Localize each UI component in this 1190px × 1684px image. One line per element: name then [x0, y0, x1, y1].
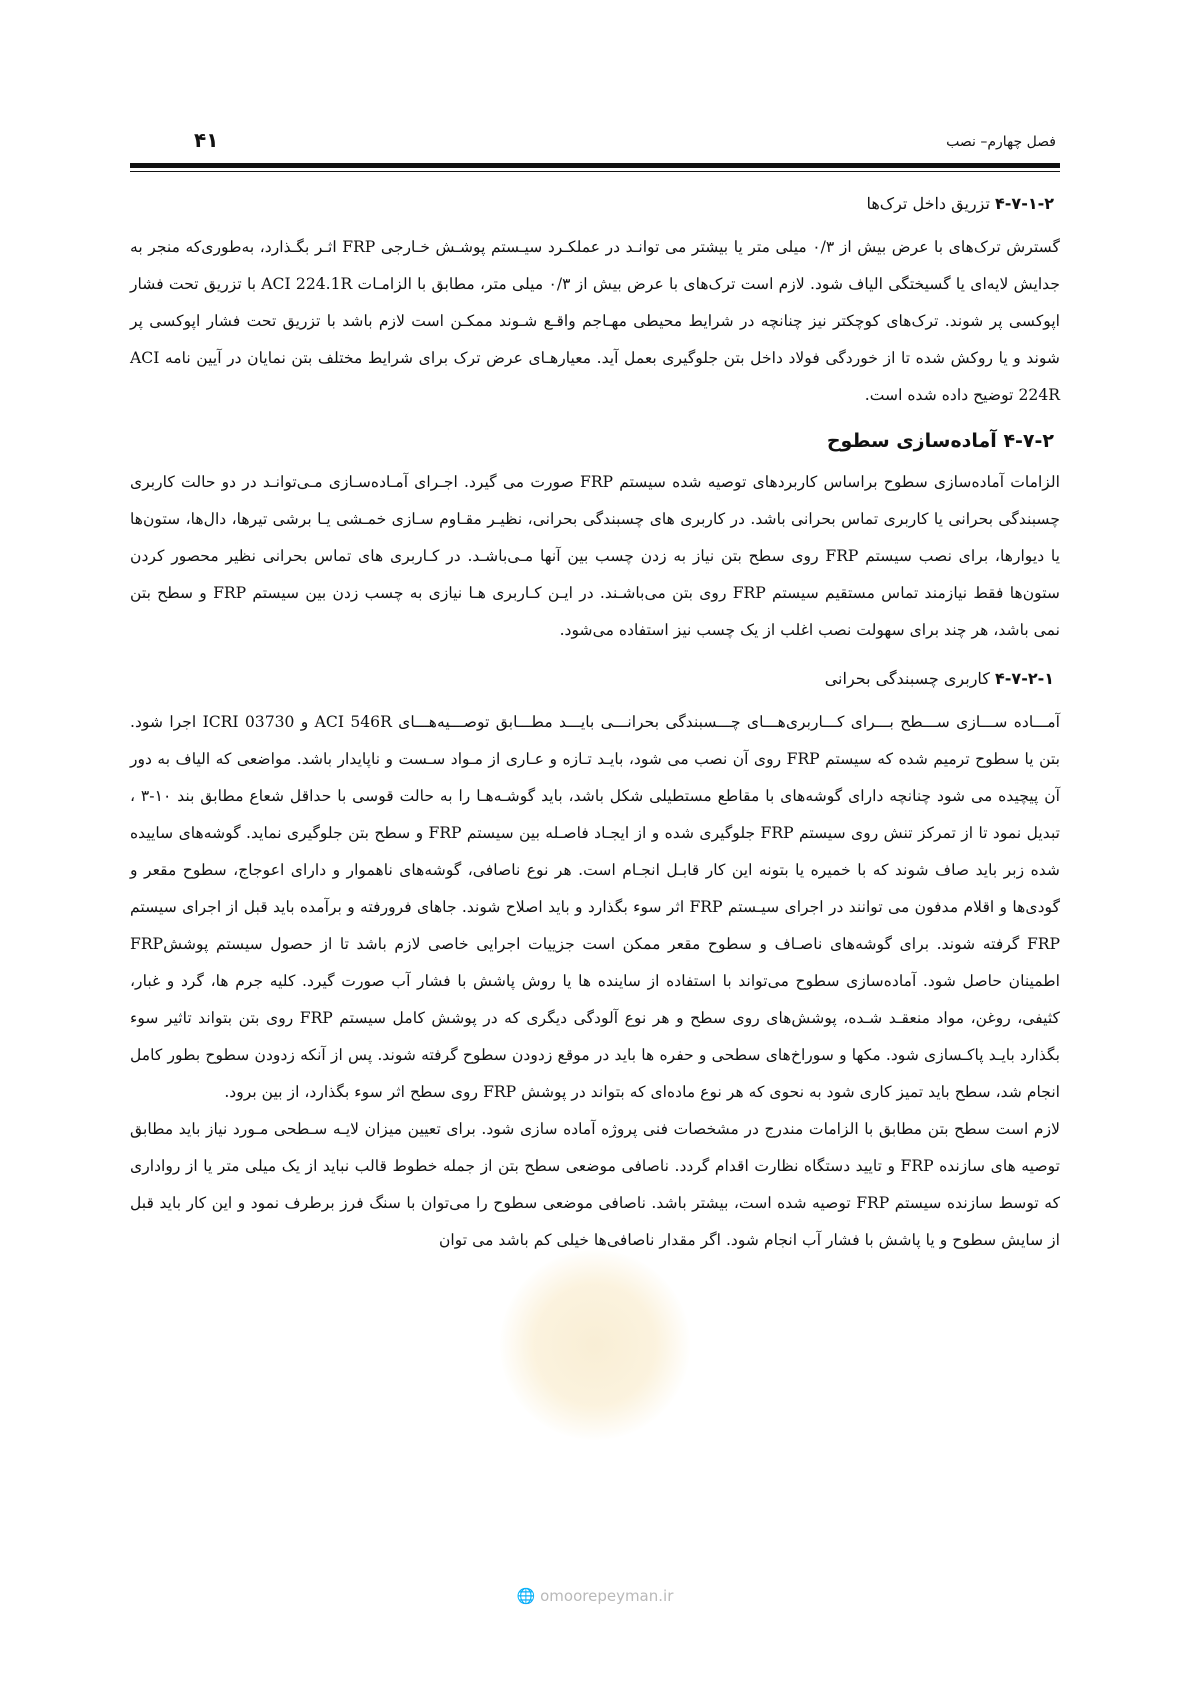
- subsection-heading: [130, 194, 1060, 213]
- watermark-seal: [500, 1250, 690, 1440]
- paragraph: لازم است سطح بتن مطابق با الزامات مندرج در مشخصات فنی پروژه آماده سازی شود. برای تعیین میزان لایـه سـطحی مـورد نیاز باید مطابق توصیه های سازنده FRP و تایید دستگاه نظارت اقدام گردد. ناصافی موضعی سطح بتن از جمله خطوط قالب نباید از یک میلی متر یا از رواداری که توسط سازنده سیستم FRP توصیه شده است، بیشتر باشد. ناصافی موضعی سطوح را می‌توان با سنگ فرز برطرف نمود و این کار باید قبل از سایش سطوح و یا پاشش با فشار آب انجام شود. اگر مقدار ناصافی‌ها خیلی کم باشد می توان: [130, 1120, 1061, 1249]
- header-rule-thick: [130, 163, 1060, 168]
- paragraph: الزامات آماده‌سازی سطوح براساس کاربردهای توصیه شده سیستم FRP صورت می گیرد. اجـرای آمـاده‌سـازی مـی‌توانـد در دو حالت کاربری چسبندگی بحرانی یا کاربری تماس بحرانی باشد. در کاربری های چسبندگی بحرانی، نظیـر مقـاوم سـازی خمـشی یـا برشی تیرها، دال‌ها، ستون‌ها یا دیوارها، برای نصب سیستم FRP روی سطح بتن نیاز به زدن چسب بین آنها مـی‌باشـد. در کـاربری های تماس بحرانی نظیر محصور کردن ستون‌ها فقط نیازمند تماس مستقیم سیستم FRP روی بتن می‌باشـند. در ایـن کـاربری هـا نیازی به چسب زدن بین سیستم FRP و سطح بتن نمی باشد، هر چند برای سهولت نصب اغلب از یک چسب نیز استفاده می‌شود.: [130, 473, 1061, 639]
- running-title: فصل چهارم– نصب: [946, 134, 1056, 150]
- subsection-heading: [130, 669, 1060, 688]
- watermark-text: 🌐 omoorepeyman.ir: [516, 1587, 674, 1605]
- page-header: [130, 128, 1060, 156]
- section-heading: ۴-۷-۲ آماده‌سازی سطوح: [826, 430, 1054, 452]
- header-rule-thin: [130, 171, 1060, 172]
- subsection-title: کاربری چسبندگی بحرانی: [824, 669, 990, 688]
- subsection-number: ۴-۷-۲-۱: [995, 669, 1054, 688]
- subsection-number: ۴-۷-۱-۲: [995, 194, 1054, 213]
- body-text: [130, 188, 1060, 1259]
- paragraph: آمـــاده ســـازی ســـطح بـــرای کـــاربری‌هـــای چـــسبندگی بحرانـــی بایـــد مطـــابق توصـــیه‌هـــای ACI 546R و ICRI 03730 اجرا شود. بتن یا سطوح ترمیم شده که سیستم FRP روی آن نصب می شود، بایـد تـازه و عـاری از مـواد سـست و ناپایدار باشد. مواضعی که الیاف به دور آن پیچیده می شود چنانچه دارای گوشه‌های با مقاطع مستطیلی شکل باشد، باید گوشـه‌هـا را به حالت قوسی با حداقل شعاع مطابق بند ۱۰-۳ ، تبدیل نمود تا از تمرکز تنش روی سیستم FRP جلوگیری شده و از ایجـاد فاصـله بین سیستم FRP و سطح بتن جلوگیری نماید. گوشه‌های ساییده شده زبر باید صاف شوند که با خمیره یا بتونه این کار قابـل انجـام است. هر نوع ناصافی، گوشه‌های ناهموار و دارای اعوجاج، سطوح مقعر و گودی‌ها و اقلام مدفون می توانند در اجرای سیـستم FRP اثر سوء بگذارد و باید اصلاح شوند. جاهای فرورفته و برآمده باید قبل از اجرای سیستم FRP گرفته شوند. برای گوشه‌های ناصـاف و سطوح مقعر ممکن است جزییات اجرایی خاصی لازم باشد تا از حصول سیستم پوششFRP اطمینان حاصل شود. آماده‌سازی سطوح می‌تواند با استفاده از ساینده ها یا روش پاشش با فشار آب صورت گیرد. کلیه جرم ها، گرد و غبار، کثیفی، روغن، مواد منعقـد شـده، پوشش‌های روی سطح و هر نوع آلودگی دیگری که در پوشش کامل سیستم FRP روی بتن بتواند تاثیر سوء بگذارد بایـد پاکـسازی شود. مکها و سوراخ‌های سطحی و حفره ها باید در موقع زدودن سطوح گرفته شوند. پس از آنکه زدودن سطوح بطور کامل انجام شد، سطح باید تمیز کاری شود به نحوی که هر نوع ماده‌ای که بتواند در پوشش FRP روی سطح اثر سوء بگذارد، از بین برود.: [130, 713, 1061, 1101]
- paragraph: گسترش ترک‌های با عرض بیش از ۰/۳ میلی متر یا بیشتر می توانـد در عملکـرد سیـستم پوشـش خـارجی FRP اثـر بگـذارد، به‌طوری‌که منجر به جدایش لایه‌ای یا گسیختگی الیاف شود. لازم است ترک‌های با عرض بیش از ۰/۳ میلی متر، مطابق با الزامـات ACI 224.1R با تزریق تحت فشار اپوکسی پر شوند. ترک‌های کوچکتر نیز چنانچه در شرایط محیطی مهـاجم واقـع شـوند ممکـن است لازم باشد با تزریق تحت فشار اپوکسی پر شوند و یا روکش شده تا از خوردگی فولاد داخل بتن جلوگیری بعمل آید. معیارهـای عرض ترک برای شرایط مختلف بتن نمایان در آیین نامه ACI 224R توضیح داده شده است.: [130, 238, 1061, 404]
- subsection-title: تزریق داخل ترک‌ها: [866, 194, 990, 213]
- globe-icon: 🌐: [516, 1587, 536, 1605]
- page-number: ۴۱: [194, 128, 219, 152]
